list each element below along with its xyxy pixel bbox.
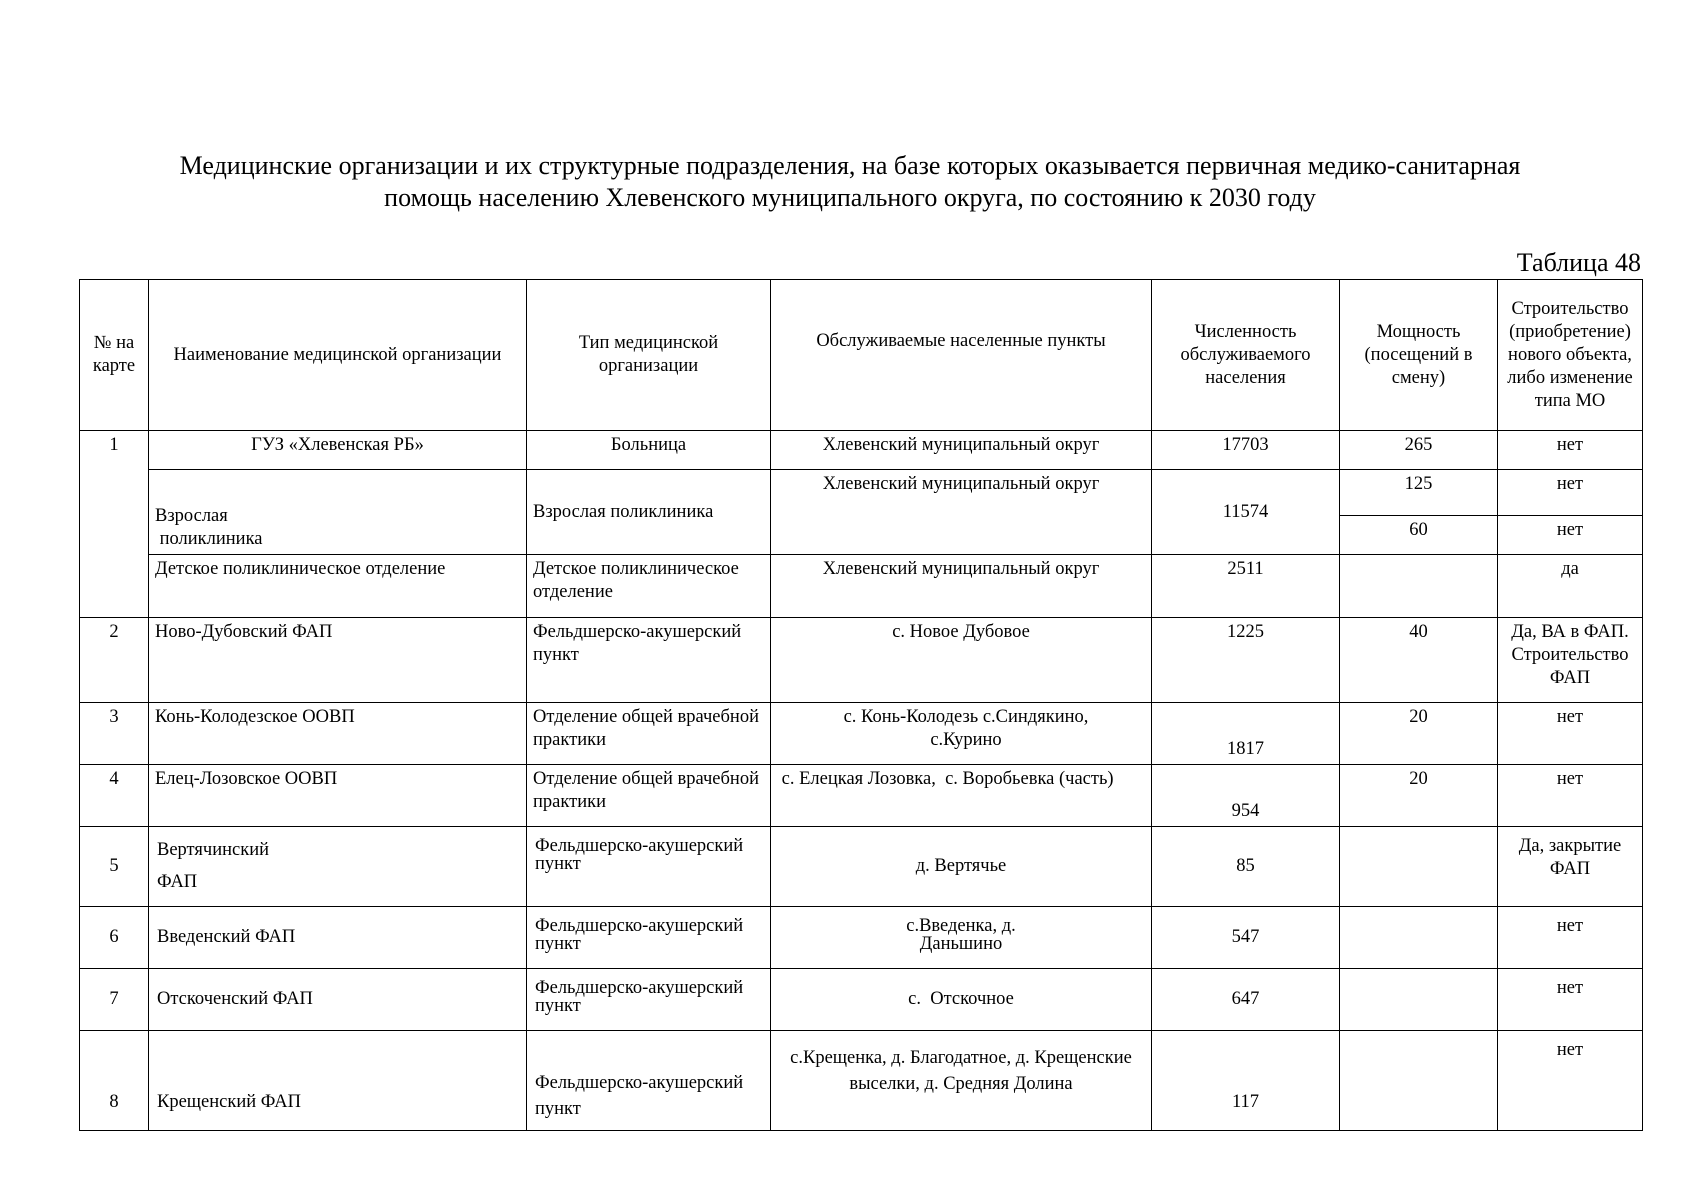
cell-num: 1 [80, 431, 149, 618]
cell-name: Введенский ФАП [149, 907, 527, 969]
cell-population: 85 [1152, 827, 1340, 907]
cell-name-line1: Взрослая [155, 506, 228, 526]
header-population: Численность обслуживаемого населения [1152, 280, 1340, 431]
cell-construction: да [1498, 555, 1643, 618]
cell-capacity [1340, 827, 1498, 907]
header-type: Тип медицинской организации [527, 280, 771, 431]
cell-construction: нет [1498, 516, 1643, 555]
header-construction: Строительство (приобретение) нового объекта, либо изменение типа МО [1498, 280, 1643, 431]
document-title [60, 150, 1640, 214]
cell-settlements: Хлевенский муниципальный округ [771, 431, 1152, 470]
table-row [80, 555, 1643, 618]
cell-construction: нет [1498, 1031, 1643, 1131]
cell-construction: нет [1498, 765, 1643, 827]
cell-capacity [1340, 555, 1498, 618]
cell-num: 8 [80, 1031, 149, 1131]
cell-name: ГУЗ «Хлевенская РБ» [149, 431, 527, 470]
table-row [80, 470, 1643, 516]
cell-population: 547 [1152, 907, 1340, 969]
header-row [80, 280, 1643, 431]
cell-type: Фельдшерско-акушерский пункт [527, 618, 771, 703]
cell-population: 1225 [1152, 618, 1340, 703]
cell-construction: нет [1498, 969, 1643, 1031]
cell-construction: нет [1498, 470, 1643, 516]
cell-name [149, 470, 527, 555]
cell-name [149, 827, 527, 907]
cell-num: 2 [80, 618, 149, 703]
cell-population: 11574 [1152, 470, 1340, 555]
header-num: № на карте [80, 280, 149, 431]
cell-settlements: с. Новое Дубовое [771, 618, 1152, 703]
cell-population: 2511 [1152, 555, 1340, 618]
cell-settlements: Хлевенский муниципальный округ [771, 555, 1152, 618]
header-settlements: Обслуживаемые населенные пункты [771, 280, 1152, 431]
title-line-1: Медицинские организации и их структурные подразделения, на базе которых оказывается первичная медико-санитарная [179, 151, 1521, 180]
cell-num: 5 [80, 827, 149, 907]
cell-name: Детское поликлиническое отделение [149, 555, 527, 618]
cell-settlements: с.Крещенка, д. Благодатное, д. Крещенские выселки, д. Средняя Долина [771, 1031, 1152, 1131]
cell-name: Ново-Дубовский ФАП [149, 618, 527, 703]
cell-construction: нет [1498, 907, 1643, 969]
header-capacity: Мощность (посещений в смену) [1340, 280, 1498, 431]
cell-capacity: 20 [1340, 703, 1498, 765]
cell-construction: Да, закрытие ФАП [1498, 827, 1643, 907]
table-row [80, 703, 1643, 765]
cell-name: Отскоченский ФАП [149, 969, 527, 1031]
cell-type: Фельдшерско-акушерский пункт [527, 1031, 771, 1131]
table-row [80, 827, 1643, 907]
cell-population: 954 [1152, 765, 1340, 827]
cell-construction: нет [1498, 431, 1643, 470]
cell-type: Детское поликлиническое отделение [527, 555, 771, 618]
cell-capacity [1340, 907, 1498, 969]
cell-type: Взрослая поликлиника [527, 470, 771, 555]
table-row [80, 765, 1643, 827]
cell-type: Фельдшерско-акушерский пункт [527, 907, 771, 969]
cell-num: 6 [80, 907, 149, 969]
cell-capacity: 60 [1340, 516, 1498, 555]
cell-settlements: с. Конь-Колодезь с.Синдякино, с.Курино [771, 703, 1152, 765]
cell-name: Елец-Лозовское ООВП [149, 765, 527, 827]
cell-population: 647 [1152, 969, 1340, 1031]
cell-name-line2: ФАП [157, 872, 198, 892]
table-row [80, 618, 1643, 703]
cell-type: Фельдшерско-акушерский пункт [527, 969, 771, 1031]
cell-name-line1: Вертячинский [157, 840, 270, 860]
cell-settlements: с. Елецкая Лозовка, с. Воробьевка (часть) [771, 765, 1152, 827]
cell-population: 1817 [1152, 703, 1340, 765]
cell-capacity [1340, 1031, 1498, 1131]
medical-organizations-table [79, 279, 1643, 1131]
cell-settlements: с. Отскочное [771, 969, 1152, 1031]
cell-capacity: 265 [1340, 431, 1498, 470]
table-row [80, 969, 1643, 1031]
cell-type: Отделение общей врачебной практики [527, 765, 771, 827]
cell-construction: нет [1498, 703, 1643, 765]
table-label: Таблица 48 [1516, 248, 1641, 277]
cell-settlements: Хлевенский муниципальный округ [771, 470, 1152, 555]
table-row [80, 907, 1643, 969]
cell-type: Фельдшерско-акушерский пункт [527, 827, 771, 907]
cell-name-line2: поликлиника [155, 529, 263, 549]
cell-settlements: д. Вертячье [771, 827, 1152, 907]
cell-name: Крещенский ФАП [149, 1031, 527, 1131]
cell-capacity: 20 [1340, 765, 1498, 827]
cell-construction: Да, ВА в ФАП. Строительство ФАП [1498, 618, 1643, 703]
title-line-2: помощь населению Хлевенского муниципального округа, по состоянию к 2030 году [384, 183, 1316, 212]
table-row [80, 1031, 1643, 1131]
cell-capacity: 40 [1340, 618, 1498, 703]
cell-num: 7 [80, 969, 149, 1031]
cell-population: 117 [1152, 1031, 1340, 1131]
cell-capacity [1340, 969, 1498, 1031]
cell-num: 3 [80, 703, 149, 765]
cell-population: 17703 [1152, 431, 1340, 470]
cell-type: Больница [527, 431, 771, 470]
cell-capacity: 125 [1340, 470, 1498, 516]
cell-num: 4 [80, 765, 149, 827]
cell-settlements: с.Введенка, д. Даньшино [771, 907, 1152, 969]
cell-name: Конь-Колодезское ООВП [149, 703, 527, 765]
cell-type: Отделение общей врачебной практики [527, 703, 771, 765]
header-name: Наименование медицинской организации [149, 280, 527, 431]
table-row [80, 431, 1643, 470]
